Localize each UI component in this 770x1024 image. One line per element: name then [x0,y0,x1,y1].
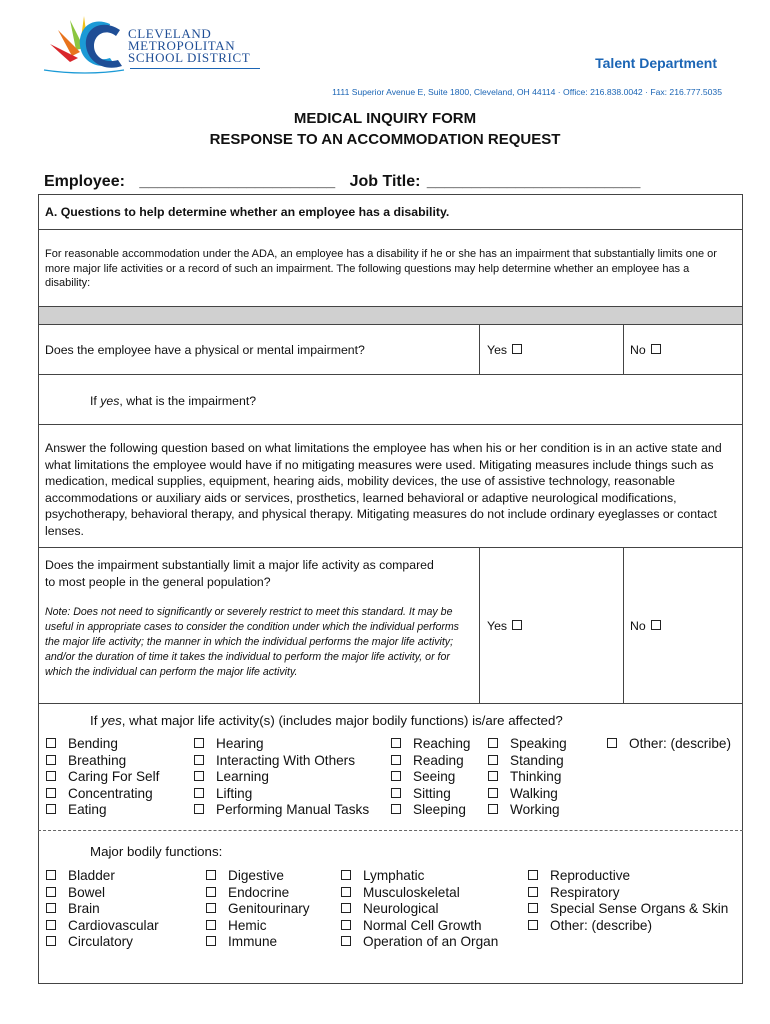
checkbox-icon[interactable] [607,738,617,748]
checkbox-icon[interactable] [46,887,56,897]
checkbox-option[interactable] [528,901,728,918]
checkbox-icon[interactable] [46,788,56,798]
bodily-column-3 [341,868,498,951]
checkbox-label: Standing [510,752,564,768]
q2-no-option[interactable] [630,618,661,635]
if-yes-word: yes [100,394,120,408]
checkbox-option[interactable] [391,753,470,770]
q2-yes-option[interactable] [487,618,522,635]
checkbox-icon[interactable] [206,887,216,897]
checkbox-option[interactable] [206,934,310,951]
logo-text-line3: SCHOOL DISTRICT [128,50,251,65]
checkbox-label: Walking [510,785,558,801]
checkbox-icon[interactable] [391,771,401,781]
yes-checkbox-icon[interactable] [512,344,522,354]
checkbox-icon[interactable] [341,936,351,946]
form-title: MEDICAL INQUIRY FORM [293,110,477,127]
checkbox-option[interactable] [46,769,159,786]
logo-emblem-icon [40,10,125,78]
checkbox-option[interactable] [391,802,470,819]
checkbox-label: Bladder [68,868,115,883]
checkbox-option[interactable] [46,802,159,819]
checkbox-option[interactable] [194,769,369,786]
checkbox-option[interactable] [607,736,731,753]
checkbox-icon[interactable] [528,920,538,930]
section-a-heading: A. Questions to help determine whether an employee has a disability. [45,205,450,219]
checkbox-label: Reproductive [550,868,631,883]
checkbox-option[interactable] [46,885,159,902]
checkbox-option[interactable] [46,934,159,951]
bodily-column-1 [46,868,159,951]
employee-field[interactable]: ______________________ [139,173,336,190]
major-life-activity-prompt [90,713,563,730]
impairment-question: Does the employee have a physical or mental impairment? [45,343,365,357]
checkbox-label: Neurological [363,901,439,917]
checkbox-label: Sitting [413,785,451,801]
checkbox-label: Normal Cell Growth [363,917,482,933]
checkbox-label: Reaching [413,736,471,751]
checkbox-option[interactable] [206,918,310,935]
checkbox-icon[interactable] [46,903,56,913]
activities-column-3 [391,736,470,819]
job-title-field[interactable]: ________________________ [426,173,641,190]
checkbox-label: Sleeping [413,802,466,818]
checkbox-option[interactable] [488,736,567,753]
activities-column-4 [488,736,567,819]
checkbox-label: Immune [228,934,278,950]
checkbox-label: Lymphatic [363,868,425,883]
checkbox-icon[interactable] [341,920,351,930]
checkbox-option[interactable] [528,918,728,935]
checkbox-icon[interactable] [46,755,56,765]
checkbox-label: Lifting [216,785,253,801]
logo-text-line1: CLEVELAND [128,26,212,41]
checkbox-label: Hemic [228,917,267,933]
checkbox-option[interactable] [46,736,159,753]
checkbox-option[interactable] [46,918,159,935]
checkbox-label: Endocrine [228,884,290,900]
mitigating-measures-text: Answer the following question based on what limitations the employee has when his or her condition is in an active state and what limitations the employee would have if no mitigating measures were used. Mitigating measures include things such as medication, medical supplies, equipment, hearing aids, mobility devices, the use of assistive technology, reasonable accommodations or auxiliary aids or services, prosthetics, learned behavioral or adaptive neurological modifications, psychotherapy, behavioral therapy, and physical therapy. Mitigating measures do not include ordinary eyeglasses or contact lenses. [45,441,722,538]
checkbox-icon[interactable] [391,788,401,798]
checkbox-icon[interactable] [341,887,351,897]
checkbox-option[interactable] [206,901,310,918]
checkbox-label: Bowel [68,884,106,900]
checkbox-option[interactable] [46,901,159,918]
checkbox-label: Speaking [510,736,567,751]
checkbox-icon[interactable] [194,771,204,781]
ada-intro-text: For reasonable accommodation under the ADA, an employee has a disability if he or she has an impairment that substantially limits one or more major life activities or a record of such an impairment. The following questions may help determine whether an employee has a disability: [45,248,717,289]
checkbox-option[interactable] [46,868,159,885]
checkbox-option[interactable] [194,736,369,753]
if-yes-impairment-prompt [90,393,256,410]
q1-no-option[interactable] [630,342,661,359]
checkbox-option[interactable] [488,786,567,803]
checkbox-option[interactable] [528,868,728,885]
if-yes-prefix: If [90,713,102,728]
bodily-column-2 [206,868,310,951]
checkbox-icon[interactable] [194,738,204,748]
checkbox-label: Thinking [510,769,562,785]
form-subtitle: RESPONSE TO AN ACCOMMODATION REQUEST [209,131,561,148]
checkbox-icon[interactable] [341,903,351,913]
checkbox-icon[interactable] [46,870,56,880]
activities-column-5 [607,736,731,753]
checkbox-label: Eating [68,802,107,818]
checkbox-icon[interactable] [488,804,498,814]
checkbox-option[interactable] [341,934,498,951]
checkbox-icon[interactable] [206,903,216,913]
yes-label: Yes [487,343,508,357]
job-title-label: Job Title: [349,173,421,190]
checkbox-option[interactable] [206,885,310,902]
department-name: Talent Department [595,55,717,71]
if-yes-q2-rest: , what major life activity(s) (includes major bodily functions) is/are affected? [121,713,563,728]
no-checkbox-icon[interactable] [651,344,661,354]
checkbox-label: Special Sense Organs & Skin [550,901,729,917]
checkbox-label: Seeing [413,769,456,785]
checkbox-icon[interactable] [391,804,401,814]
activities-column-2 [194,736,369,819]
no-checkbox-icon[interactable] [651,620,661,630]
substantial-limit-question: Does the impairment substantially limit a major life activity as compared to most people in the general population? [45,558,434,589]
if-yes-q1-rest: , what is the impairment? [119,394,257,408]
checkbox-icon[interactable] [206,936,216,946]
checkbox-option[interactable] [341,885,498,902]
checkbox-icon[interactable] [206,920,216,930]
checkbox-icon[interactable] [391,738,401,748]
dotted-divider [38,830,743,831]
checkbox-label: Circulatory [68,934,133,950]
logo-text-line2: METROPOLITAN [128,38,236,53]
checkbox-option[interactable] [488,802,567,819]
checkbox-icon[interactable] [488,788,498,798]
checkbox-option[interactable] [194,753,369,770]
gray-divider-band [39,307,742,324]
checkbox-option[interactable] [46,753,159,770]
checkbox-label: Performing Manual Tasks [216,802,370,818]
checkbox-label: Digestive [228,868,284,883]
checkbox-label: Concentrating [68,785,153,801]
checkbox-icon[interactable] [194,788,204,798]
if-yes-prefix: If [90,394,101,408]
checkbox-option[interactable] [341,901,498,918]
checkbox-label: Brain [68,901,100,917]
checkbox-icon[interactable] [341,870,351,880]
yes-checkbox-icon[interactable] [512,620,522,630]
checkbox-option[interactable] [194,802,369,819]
checkbox-icon[interactable] [488,755,498,765]
checkbox-icon[interactable] [46,738,56,748]
checkbox-label: Operation of an Organ [363,934,499,950]
checkbox-option[interactable] [341,868,498,885]
bodily-functions-label: Major bodily functions: [90,844,223,859]
substantial-limit-note: Note: Does not need to significantly or severely restrict to meet this standard. It may be useful in appropriate cases to consider the condition under which the individual performs the major life activity; the manner in which the individual performs the major life activity; and/or the duration of time it takes the individual to perform the major life activity, or for which the individual can perform the major life activity. [45,606,459,678]
checkbox-label: Interacting With Others [216,752,356,768]
checkbox-label: Caring For Self [68,769,160,785]
checkbox-option[interactable] [46,786,159,803]
q1-yes-option[interactable] [487,342,522,359]
no-label: No [630,343,646,357]
checkbox-label: Cardiovascular [68,917,159,933]
checkbox-icon[interactable] [528,887,538,897]
bodily-column-4 [528,868,728,934]
checkbox-option[interactable] [488,769,567,786]
checkbox-icon[interactable] [488,771,498,781]
checkbox-option[interactable] [488,753,567,770]
checkbox-label: Learning [216,769,269,785]
checkbox-option[interactable] [391,769,470,786]
checkbox-option[interactable] [391,736,470,753]
contact-address: 1111 Superior Avenue E, Suite 1800, Cleveland, OH 44114 · Office: 216.838.0042 · Fax: 216.777.5035 [332,87,722,97]
checkbox-icon[interactable] [46,920,56,930]
district-logo [40,10,260,80]
checkbox-label: Genitourinary [228,901,310,917]
checkbox-label: Hearing [216,736,264,751]
checkbox-option[interactable] [206,868,310,885]
checkbox-label: Other: (describe) [629,736,731,751]
checkbox-icon[interactable] [46,771,56,781]
checkbox-label: Breathing [68,752,127,768]
no-label: No [630,619,646,633]
checkbox-option[interactable] [341,918,498,935]
checkbox-option[interactable] [391,786,470,803]
activities-column-1 [46,736,159,819]
checkbox-icon[interactable] [46,804,56,814]
checkbox-label: Working [510,802,560,818]
checkbox-icon[interactable] [488,738,498,748]
checkbox-icon[interactable] [391,755,401,765]
checkbox-icon[interactable] [528,903,538,913]
checkbox-label: Bending [68,736,118,751]
employee-label: Employee: [44,173,125,190]
checkbox-option[interactable] [528,885,728,902]
checkbox-icon[interactable] [194,755,204,765]
checkbox-label: Respiratory [550,884,620,900]
checkbox-option[interactable] [194,786,369,803]
checkbox-label: Reading [413,752,464,768]
checkbox-label: Other: (describe) [550,917,652,933]
checkbox-icon[interactable] [206,870,216,880]
yes-label: Yes [487,619,508,633]
if-yes-word: yes [101,713,122,728]
checkbox-icon[interactable] [194,804,204,814]
checkbox-label: Musculoskeletal [363,884,460,900]
checkbox-icon[interactable] [528,870,538,880]
checkbox-icon[interactable] [46,936,56,946]
